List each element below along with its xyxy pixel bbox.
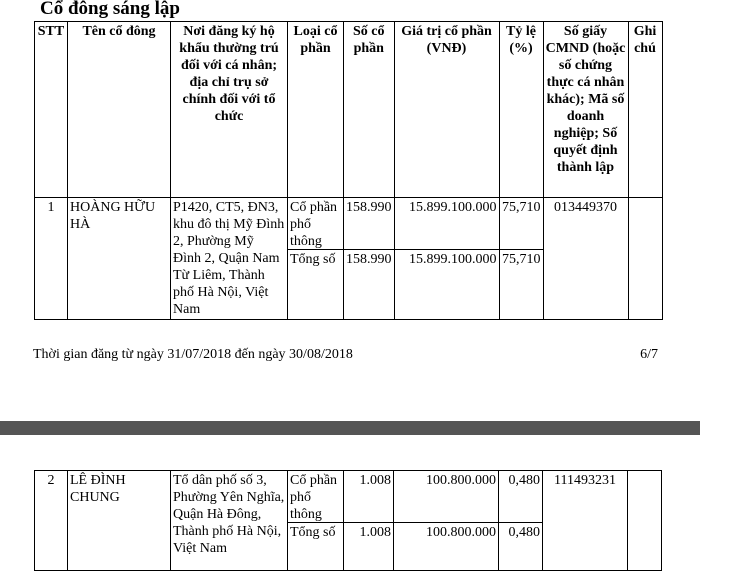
header-name: Tên cổ đông	[68, 22, 171, 198]
header-share-type: Loại cổ phần	[288, 22, 344, 198]
row-note	[628, 471, 662, 571]
header-share-value: Giá trị cổ phần (VNĐ)	[394, 22, 499, 198]
row-stt: 2	[35, 471, 68, 571]
share-count: 158.990	[344, 198, 394, 250]
share-count: 1.008	[344, 471, 393, 523]
share-type: Cổ phần phổ thông	[288, 198, 343, 250]
row-share-value-cell	[394, 198, 499, 320]
header-stt: STT	[35, 22, 68, 198]
row-stt: 1	[35, 198, 68, 320]
total-count: 158.990	[346, 252, 392, 267]
header-note: Ghi chú	[628, 22, 662, 198]
header-address: Nơi đăng ký hộ khẩu thường trú đối với cá nhân; địa chỉ trụ sở chính đối với tổ chức	[171, 22, 288, 198]
total-ratio: 75,710	[502, 252, 541, 267]
row-ratio-cell	[499, 471, 543, 571]
row-share-type-cell	[288, 198, 344, 320]
share-value: 100.800.000	[394, 471, 498, 523]
total-count: 1.008	[359, 525, 391, 540]
ratio: 0,480	[499, 471, 542, 523]
table-header-row	[35, 22, 663, 198]
shareholders-table-page-7	[34, 470, 662, 571]
row-id-number: 013449370	[543, 198, 628, 320]
shareholders-table-page-6	[34, 21, 663, 320]
row-share-value-cell	[394, 471, 499, 571]
share-value: 15.899.100.000	[395, 198, 499, 250]
header-id-number: Số giấy CMND (hoặc số chứng thực cá nhân khác); Mã số doanh nghiệp; Số quyết định thành lập	[543, 22, 628, 198]
header-share-count: Số cổ phần	[344, 22, 395, 198]
row-share-count-cell	[344, 198, 395, 320]
row-ratio-cell	[499, 198, 543, 320]
share-type: Cổ phần phổ thông	[288, 471, 343, 523]
total-value: 100.800.000	[426, 525, 496, 540]
row-name: HOÀNG HỮU HÀ	[68, 198, 171, 320]
section-title: Cổ đông sáng lập	[40, 0, 180, 19]
row-address: P1420, CT5, ĐN3, khu đô thị Mỹ Đình 2, Phường Mỹ Đình 2, Quận Nam Từ Liêm, Thành phố Hà Nội, Việt Nam	[171, 198, 288, 320]
row-share-type-cell	[288, 471, 344, 571]
row-note	[628, 198, 662, 320]
row-name: LÊ ĐÌNH CHUNG	[68, 471, 171, 571]
row-address: Tổ dân phố số 3, Phường Yên Nghĩa, Quận Hà Đông, Thành phố Hà Nội, Việt Nam	[171, 471, 288, 571]
table-row	[35, 471, 662, 571]
table-row	[35, 198, 663, 320]
header-ratio: Tỷ lệ (%)	[499, 22, 543, 198]
total-label: Tổng số	[290, 525, 336, 540]
page-number: 6/7	[640, 347, 658, 362]
total-label: Tổng số	[290, 252, 336, 267]
total-value: 15.899.100.000	[409, 252, 497, 267]
total-ratio: 0,480	[508, 525, 540, 540]
page-footer	[33, 347, 658, 363]
page-break-divider	[0, 421, 700, 435]
row-id-number: 111493231	[543, 471, 628, 571]
row-share-count-cell	[344, 471, 394, 571]
registration-period: Thời gian đăng từ ngày 31/07/2018 đến ngày 30/08/2018	[33, 347, 353, 362]
ratio: 75,710	[500, 198, 543, 250]
